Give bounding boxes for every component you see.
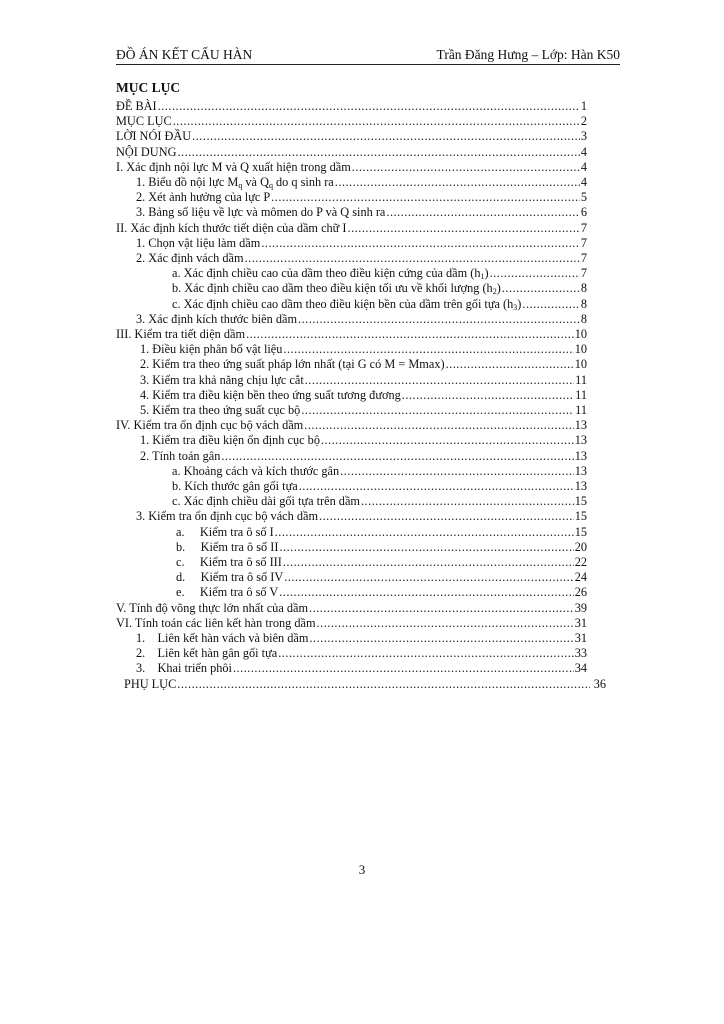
toc-leader-dots — [309, 601, 574, 616]
toc-entry[interactable] — [136, 190, 587, 205]
toc-leader-dots — [284, 570, 573, 585]
toc-entry-text: c. Xác định chiều dài gối tựa trên dầm — [172, 494, 360, 509]
toc-entry-page: 36 — [590, 676, 606, 691]
header-left: ĐỒ ÁN KẾT CẤU HÀN — [116, 47, 253, 62]
toc-entry-page: 13 — [574, 479, 587, 493]
toc-entry-text: 2. Xác định vách dầm — [136, 251, 244, 265]
toc-entry-text: a. Kiểm tra ô số I — [176, 524, 274, 539]
toc-entry-page: 7 — [580, 266, 587, 281]
toc-entry-page: 7 — [580, 220, 587, 235]
toc-entry-page: 33 — [574, 646, 587, 661]
toc-entry-page: 31 — [574, 615, 587, 630]
toc-leader-dots — [283, 555, 574, 570]
toc-leader-dots — [301, 403, 574, 418]
toc-entry[interactable] — [176, 525, 587, 540]
toc-entry-text: II. Xác định kích thước tiết diện của dầm chữ I — [116, 220, 347, 235]
toc-entry-text: 2. Xét ảnh hưởng của lực P — [136, 190, 271, 205]
toc-entry[interactable] — [140, 403, 587, 418]
toc-leader-dots — [321, 433, 574, 448]
toc-entry[interactable] — [140, 388, 587, 403]
toc-entry[interactable] — [124, 677, 606, 692]
toc-entry-page: 4 — [580, 175, 587, 189]
toc-leader-dots — [502, 281, 580, 296]
toc-entry[interactable] — [136, 509, 587, 524]
toc-leader-dots — [233, 661, 574, 676]
toc-entry-page: 13 — [574, 463, 587, 478]
toc-leader-dots — [352, 160, 580, 175]
toc-entry[interactable] — [172, 266, 587, 281]
toc-entry-page: 8 — [580, 281, 587, 296]
toc-entry-text: 4. Kiểm tra điều kiện bền theo ứng suất tương đương — [140, 387, 401, 402]
toc-entry-text: b. Kích thước gân gối tựa — [172, 479, 298, 493]
toc-entry[interactable] — [172, 479, 587, 494]
toc-leader-dots — [177, 145, 579, 160]
toc-entry-text: b. Xác định chiều cao dầm theo điều kiện tối ưu về khối lượng $(h_2)$ — [172, 281, 501, 297]
toc-entry[interactable] — [140, 357, 587, 372]
toc-entry-text: c. Xác định chiều cao dầm theo điều kiện bền của dầm trên gối tựa $(h_3)$ — [172, 296, 522, 312]
toc-leader-dots — [261, 236, 580, 251]
toc-entry-text: LỜI NÓI ĐẦU — [116, 129, 192, 144]
header-right: Trần Đăng Hưng – Lớp: Hàn K50 — [436, 47, 620, 62]
toc-entry-page: 22 — [574, 555, 587, 569]
toc-entry-text: ĐỀ BÀI — [116, 99, 157, 113]
toc-leader-dots — [279, 540, 573, 555]
toc-entry-page: 10 — [574, 327, 587, 341]
toc-leader-dots — [490, 266, 580, 281]
toc-leader-dots — [402, 388, 574, 403]
toc-entry-page: 4 — [580, 144, 587, 159]
toc-title: MỤC LỤC — [116, 80, 181, 95]
toc-leader-dots — [335, 175, 580, 190]
toc-entry-page: 10 — [574, 342, 587, 357]
page-number: 3 — [358, 862, 366, 877]
toc-leader-dots — [173, 114, 580, 129]
toc-entry[interactable] — [116, 160, 587, 175]
toc-entry[interactable] — [136, 646, 587, 661]
toc-entry-text: 3. Bảng số liệu về lực và mômen do P và Q sinh ra — [136, 205, 386, 220]
toc-leader-dots — [298, 312, 580, 327]
toc-entry-page: 11 — [575, 403, 587, 417]
toc-entry[interactable] — [136, 205, 587, 220]
toc-leader-dots — [319, 509, 574, 524]
toc-leader-dots — [386, 205, 579, 220]
toc-entry-text: VI. Tính toán các liên kết hàn trong dầm — [116, 615, 316, 630]
toc-entry-page: 3 — [580, 129, 587, 144]
toc-entry[interactable] — [136, 631, 587, 646]
toc-entry-page: 11 — [575, 387, 587, 402]
toc-entry-page: 15 — [574, 494, 587, 509]
toc-entry-text: 1. Biểu đồ nội lực $M_q$ và $Q_q$ do q sinh ra — [136, 175, 334, 190]
toc-entry-text: 3. Khai triển phôi — [136, 661, 232, 676]
toc-entry-text: 3. Kiểm tra khả năng chịu lực cắt — [140, 372, 304, 387]
toc-leader-dots — [192, 129, 580, 144]
toc-entry-text: 5. Kiểm tra theo ứng suất cục bộ — [140, 403, 301, 417]
toc-entry-text: 2. Liên kết hàn gân gối tựa — [136, 646, 278, 661]
toc-entry-text: MỤC LỤC — [116, 114, 172, 129]
toc-entry[interactable] — [176, 570, 587, 585]
toc-leader-dots — [246, 327, 574, 342]
toc-entry-text: 1. Kiểm tra điều kiện ổn định cục bộ — [140, 433, 320, 448]
toc-entry[interactable] — [140, 449, 587, 464]
toc-entry-text: III. Kiểm tra tiết diện dầm — [116, 327, 246, 341]
toc-leader-dots — [158, 99, 580, 114]
toc-entry-page: 10 — [574, 357, 587, 372]
toc-entry-page: 5 — [580, 190, 587, 205]
toc-entry[interactable] — [140, 433, 587, 448]
toc-entry[interactable] — [116, 99, 587, 114]
toc-entry-page: 4 — [580, 159, 587, 174]
toc-entry[interactable] — [116, 327, 587, 342]
toc-entry-page: 15 — [574, 524, 587, 539]
toc-entry[interactable] — [172, 494, 587, 509]
toc-entry-text: V. Tính độ võng thực lớn nhất của dầm — [116, 600, 309, 615]
toc-leader-dots — [245, 251, 580, 266]
toc-entry-page: 15 — [574, 509, 587, 524]
toc-entry[interactable] — [136, 312, 587, 327]
toc-entry-text: a. Xác định chiều cao của dầm theo điều kiện cứng của dầm $(h_1)$ — [172, 266, 489, 282]
toc-entry-page: 34 — [574, 661, 587, 676]
toc-entry[interactable] — [136, 661, 587, 676]
toc-entry-text: e. Kiểm tra ô số V — [176, 585, 279, 600]
toc-leader-dots — [221, 449, 573, 464]
toc-entry[interactable] — [116, 616, 587, 631]
toc-entry-text: 1. Điều kiện phân bố vật liệu — [140, 342, 283, 357]
toc-entry-page: 7 — [580, 235, 587, 250]
toc-entry-page: 24 — [574, 570, 587, 585]
toc-entry-page: 13 — [574, 418, 587, 433]
toc-leader-dots — [271, 190, 580, 205]
toc-leader-dots — [361, 494, 574, 509]
toc-leader-dots — [278, 646, 573, 661]
toc-entry-page: 8 — [580, 296, 587, 311]
toc-entry-page: 11 — [575, 372, 587, 387]
toc-leader-dots — [309, 631, 573, 646]
toc-entry-text: I. Xác định nội lực M và Q xuất hiện trong dầm — [116, 159, 351, 174]
toc-entry-page: 26 — [574, 585, 587, 600]
toc-entry[interactable] — [176, 585, 587, 600]
toc-entry[interactable] — [136, 175, 587, 190]
toc-entry-text: b. Kiểm tra ô số II — [176, 539, 279, 554]
toc-entry[interactable] — [136, 236, 587, 251]
toc-leader-dots — [522, 297, 579, 312]
toc-entry-text: 3. Kiểm tra ổn định cục bộ vách dầm — [136, 509, 319, 524]
toc-entry-text: c. Kiểm tra ô số III — [176, 555, 282, 569]
toc-entry[interactable] — [176, 540, 587, 555]
toc-leader-dots — [299, 479, 574, 494]
toc-leader-dots — [340, 464, 574, 479]
toc-entry[interactable] — [116, 114, 587, 129]
toc-leader-dots — [177, 677, 589, 692]
toc-leader-dots — [279, 585, 573, 600]
toc-entry-page: 1 — [580, 99, 587, 113]
toc-entry[interactable] — [116, 129, 587, 144]
toc-entry[interactable] — [116, 145, 587, 160]
toc-entry-text: a. Khoảng cách và kích thước gân — [172, 463, 340, 478]
toc-entry-text: 2. Kiểm tra theo ứng suất pháp lớn nhất (tại G có M = Mmax) — [140, 357, 445, 372]
toc-entry-text: 3. Xác định kích thước biên dầm — [136, 311, 298, 326]
toc-entry[interactable] — [116, 601, 587, 616]
toc-entry-page: 39 — [574, 600, 587, 615]
toc-entry-page: 6 — [580, 205, 587, 220]
toc-entry[interactable] — [140, 342, 587, 357]
toc-leader-dots — [283, 342, 573, 357]
toc-leader-dots — [446, 357, 574, 372]
header-rule — [116, 64, 620, 65]
toc-entry-page: 13 — [574, 448, 587, 463]
toc-entry[interactable] — [116, 221, 587, 236]
toc-entry-text: 1. Chọn vật liệu làm dầm — [136, 235, 261, 250]
toc-entry-text: d. Kiểm tra ô số IV — [176, 570, 284, 585]
toc-leader-dots — [348, 221, 580, 236]
toc-entry[interactable] — [172, 281, 587, 296]
toc-entry-page: 7 — [580, 251, 587, 265]
toc-entry[interactable] — [176, 555, 587, 570]
toc-entry[interactable] — [136, 251, 587, 266]
toc-entry-text: 1. Liên kết hàn vách và biên dầm — [136, 631, 309, 645]
toc-entry[interactable] — [172, 297, 587, 312]
toc-entry[interactable] — [140, 373, 587, 388]
toc-entry-page: 8 — [580, 311, 587, 326]
toc-entry-text: NỘI DUNG — [116, 144, 177, 159]
toc-leader-dots — [304, 418, 573, 433]
toc-entry[interactable] — [116, 418, 587, 433]
toc-leader-dots — [317, 616, 574, 631]
toc-entry-page: 2 — [580, 114, 587, 129]
toc-entry-page: 20 — [574, 539, 587, 554]
toc-entry-text: PHỤ LỤC — [124, 676, 177, 691]
toc-entry-page: 31 — [574, 631, 587, 645]
toc-entry-page: 13 — [574, 433, 587, 448]
toc-entry[interactable] — [172, 464, 587, 479]
toc-entry-text: IV. Kiểm tra ổn định cục bộ vách dầm — [116, 418, 304, 433]
toc-leader-dots — [275, 525, 574, 540]
toc-leader-dots — [305, 373, 574, 388]
toc-entry-text: 2. Tính toán gân — [140, 448, 221, 463]
